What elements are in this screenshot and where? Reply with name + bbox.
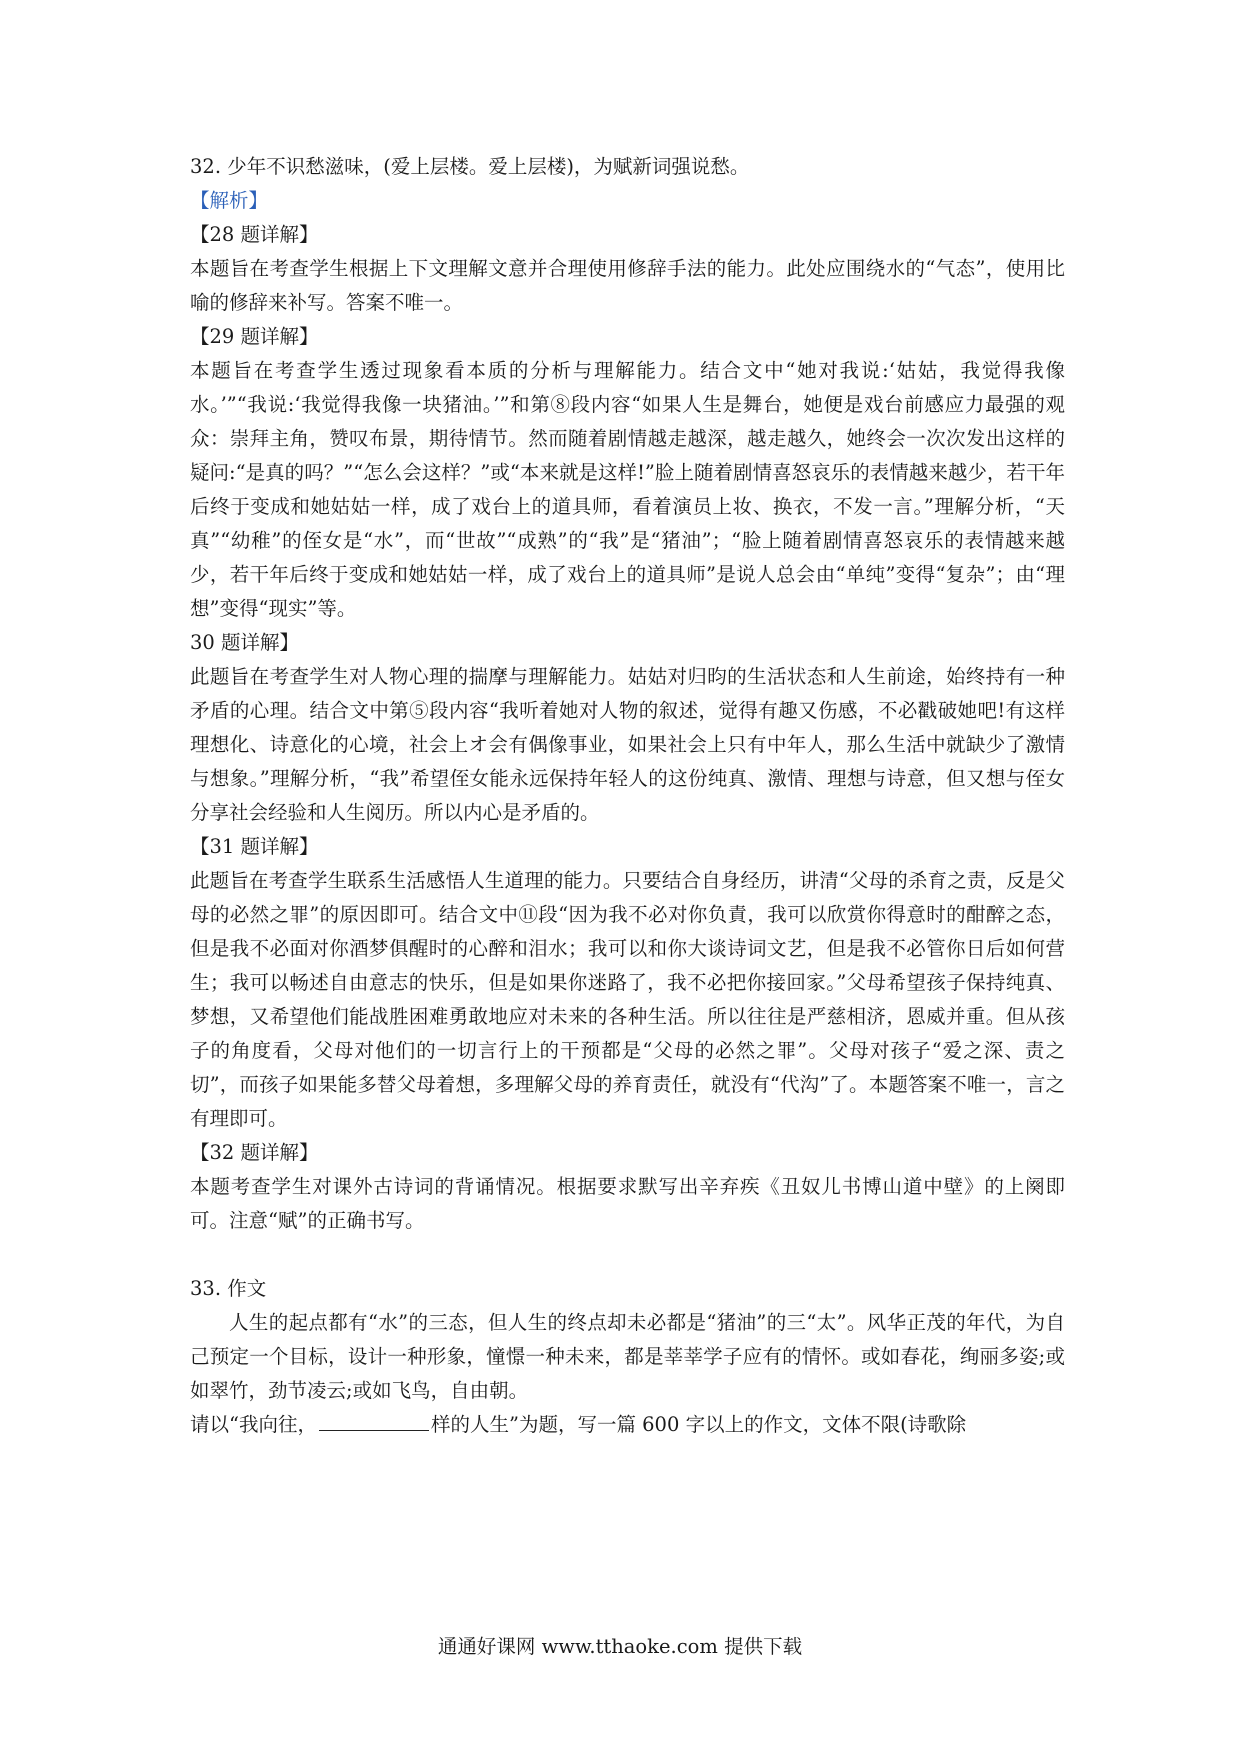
page-footer: 通通好课网 www.tthaoke.com 提供下载 — [437, 1635, 803, 1658]
q31-heading: 【31 题详解】 — [190, 835, 319, 858]
q33-prompt-before: 请以“我向往， — [190, 1413, 317, 1436]
q33-intro: 人生的起点都有“水”的三态，但人生的终点却未必都是“猪油”的三“太”。风华正茂的年代，为自己预定一个目标，设计一种形象，憧憬一种未来，都是莘莘学子应有的情怀。或如春花，绚丽多姿;或如翠竹，劲节凌云;或如飞鸟，自由朝。 — [190, 1311, 1065, 1402]
q32-heading: 【32 题详解】 — [190, 1141, 319, 1164]
q29-body: 本题旨在考查学生透过现象看本质的分析与理解能力。结合文中“她对我说:‘姑姑，我觉得我像水。’”“我说:‘我觉得我像一块猪油。’”和第⑧段内容“如果人生是舞台，她便是戏台前感应力最强的观众：崇拜主角，赞叹布景，期待情节。然而随着剧情越走越深，越走越久，她终会一次次发出这样的疑问:“是真的吗？”“怎么会这样？”或“本来就是这样!”脸上随着剧情喜怒哀乐的表情越来越少，若干年后终于变成和她姑姑一样，成了戏台上的道具师，看着演员上妆、换衣，不发一言。”理解分析，“天真”“幼稚”的侄女是“水”，而“世故”“成熟”的“我”是“猪油”；“脸上随着剧情喜怒哀乐的表情越来越少，若干年后终于变成和她姑姑一样，成了戏台上的道具师”是说人总会由“单纯”变得“复杂”；由“理想”变得“现实”等。 — [190, 359, 1065, 620]
analysis-label: 【解析】 — [190, 189, 269, 212]
q28-body: 本题旨在考查学生根据上下文理解文意并合理使用修辞手法的能力。此处应围绕水的“气态”，使用比喻的修辞来补写。答案不唯一。 — [190, 257, 1065, 314]
q32-answer-line: 32. 少年不识愁滋味，(爱上层楼。爱上层楼)，为赋新词强说愁。 — [190, 155, 750, 178]
q30-heading: 30 题详解】 — [190, 631, 300, 654]
q28-heading: 【28 题详解】 — [190, 223, 319, 246]
q29-heading: 【29 题详解】 — [190, 325, 319, 348]
section-gap — [190, 1238, 1065, 1272]
q30-body: 此题旨在考查学生对人物心理的揣摩与理解能力。姑姑对归昀的生活状态和人生前途，始终持有一种矛盾的心理。结合文中第⑤段内容“我听着她对人物的叙述，觉得有趣又伤感，不必戳破她吧!有这样理想化、诗意化的心境，社会上オ会有偶像事业，如果社会上只有中年人，那么生活中就缺少了激情与想象。”理解分析，“我”希望侄女能永远保持年轻人的这份纯真、激情、理想与诗意，但又想与侄女分享社会经验和人生阅历。所以内心是矛盾的。 — [190, 665, 1065, 824]
q31-body: 此题旨在考查学生联系生活感悟人生道理的能力。只要结合自身经历，讲清“父母的杀育之责，反是父母的必然之罪”的原因即可。结合文中⑪段“因为我不必对你负責，我可以欣赏你得意时的酣醉之态，但是我不必面对你酒梦俱醒时的心醉和泪水；我可以和你大谈诗词文艺，但是我不必管你日后如何营生；我可以畅述自由意志的快乐，但是如果你迷路了，我不必把你接回家。”父母希望孩子保持纯真、梦想，又希望他们能战胜困难勇敢地应对未来的各种生活。所以往往是严慈相济，恩威并重。但从孩子的角度看，父母对他们的一切言行上的干预都是“父母的必然之罪”。父母对孩子“爱之深、责之切”，而孩子如果能多替父母着想，多理解父母的养育责任，就没有“代沟”了。本题答案不唯一，言之有理即可。 — [190, 869, 1065, 1130]
fill-in-blank — [319, 1412, 429, 1431]
q33-prompt-after: 样的人生”为题，写一篇 600 字以上的作文，文体不限(诗歌除 — [430, 1413, 967, 1436]
q33-heading: 33. 作文 — [190, 1277, 267, 1300]
q32-body: 本题考查学生对课外古诗词的背诵情况。根据要求默写出辛弃疾《丑奴儿书博山道中壁》的上阕即可。注意“赋”的正确书写。 — [190, 1175, 1065, 1232]
document-page — [190, 150, 1065, 1442]
q33-prompt — [190, 1408, 1065, 1442]
